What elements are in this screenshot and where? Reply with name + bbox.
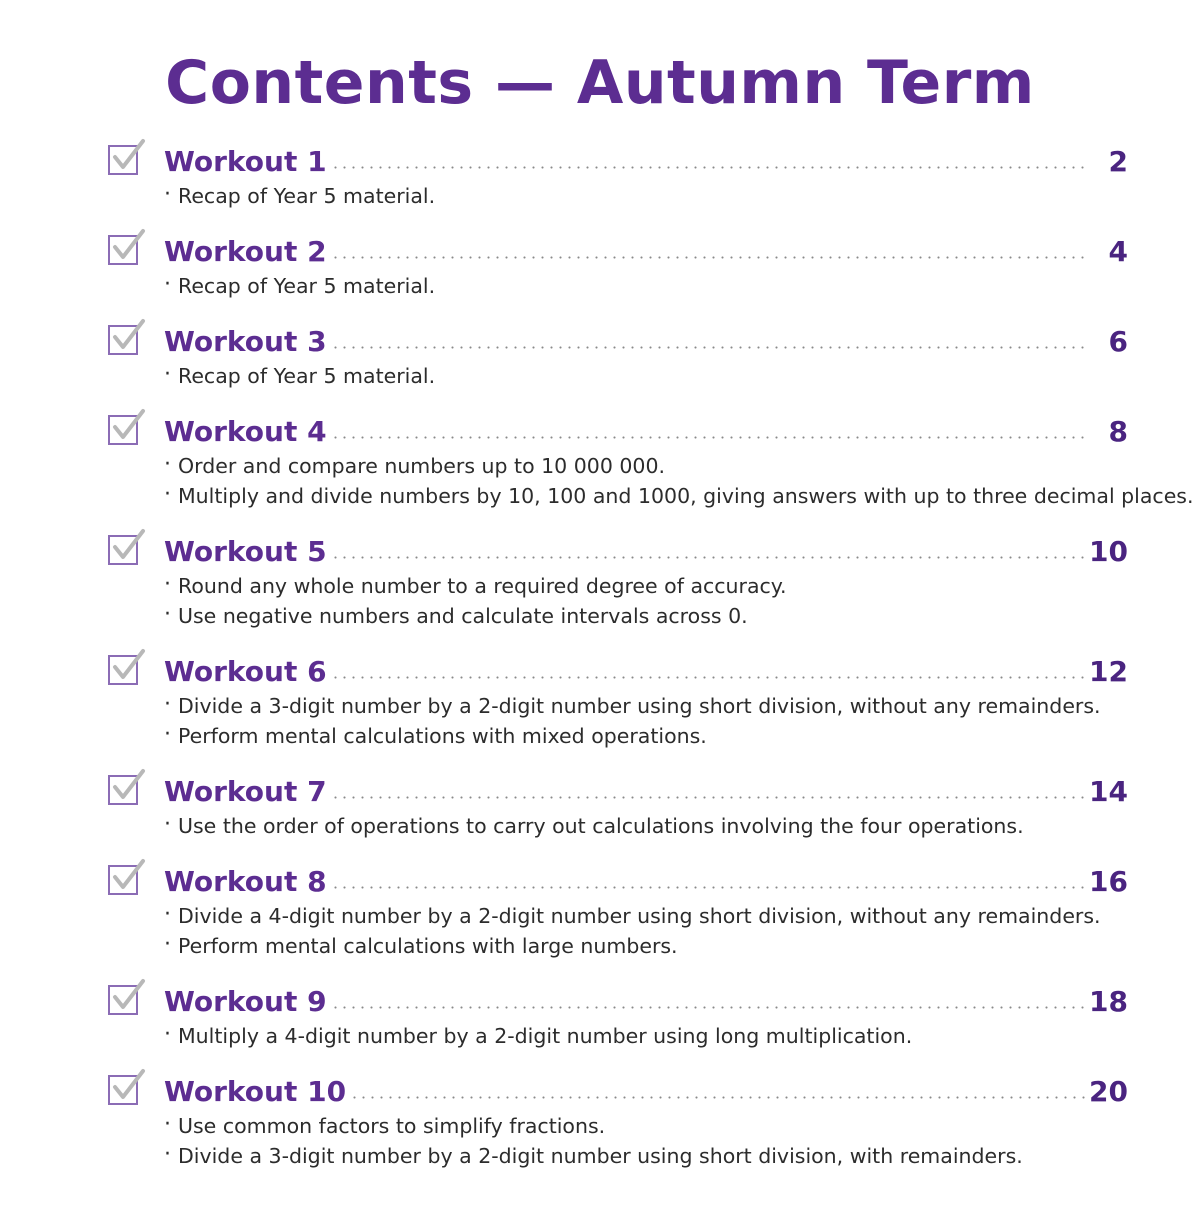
objective-bullet: · Perform mental calculations with large numbers. [164, 931, 1128, 961]
dot-leader [331, 871, 1085, 893]
toc-entry-objectives [108, 901, 1128, 961]
toc-entry-header[interactable] [108, 865, 1128, 897]
toc-page-number: 6 [1108, 325, 1128, 358]
objective-bullet: · Divide a 3-digit number by a 2-digit number using short division, with remainders. [164, 1141, 1128, 1171]
objective-bullet: · Round any whole number to a required degree of accuracy. [164, 571, 1128, 601]
toc-entry-header[interactable] [108, 235, 1128, 267]
toc-page-number: 18 [1089, 985, 1128, 1018]
toc-entry [108, 775, 1128, 841]
toc-entry [108, 145, 1128, 211]
toc-entry [108, 235, 1128, 301]
toc-page-number: 4 [1108, 235, 1128, 268]
toc-page-number: 8 [1108, 415, 1128, 448]
toc-entry-header[interactable] [108, 655, 1128, 687]
toc-page-number: 10 [1089, 535, 1128, 568]
dot-leader [331, 661, 1085, 683]
toc-entry-objectives [108, 361, 1128, 391]
toc-entry [108, 535, 1128, 631]
objective-bullet: · Use common factors to simplify fractions. [164, 1111, 1128, 1141]
toc-entry-objectives [108, 1021, 1128, 1051]
toc-entry [108, 325, 1128, 391]
toc-entry-title: Workout 3 [164, 325, 327, 358]
toc-entry-objectives [108, 451, 1194, 511]
toc-entry-header[interactable] [108, 775, 1128, 807]
dot-leader [350, 1081, 1085, 1103]
toc-entry-header[interactable] [108, 535, 1128, 567]
objective-bullet: · Order and compare numbers up to 10 000 000. [164, 451, 1128, 481]
checked-checkbox-icon[interactable] [108, 655, 138, 685]
checked-checkbox-icon[interactable] [108, 325, 138, 355]
toc-entry [108, 655, 1128, 751]
checked-checkbox-icon[interactable] [108, 865, 138, 895]
checked-checkbox-icon[interactable] [108, 535, 138, 565]
toc-entry-title: Workout 4 [164, 415, 327, 448]
toc-entry-objectives [108, 571, 1128, 631]
toc-page-number: 16 [1089, 865, 1128, 898]
toc-entry-title: Workout 6 [164, 655, 327, 688]
toc-page-number: 2 [1108, 145, 1128, 178]
toc-entry-title: Workout 5 [164, 535, 327, 568]
toc-page-number: 12 [1089, 655, 1128, 688]
objective-bullet: · Recap of Year 5 material. [164, 361, 1128, 391]
toc-entry-header[interactable] [108, 1075, 1128, 1107]
checked-checkbox-icon[interactable] [108, 235, 138, 265]
checked-checkbox-icon[interactable] [108, 415, 138, 445]
dot-leader [331, 781, 1085, 803]
table-of-contents [108, 145, 1194, 1171]
toc-entry-title: Workout 8 [164, 865, 327, 898]
toc-entry-title: Workout 2 [164, 235, 327, 268]
objective-bullet: · Perform mental calculations with mixed operations. [164, 721, 1128, 751]
toc-page-number: 20 [1089, 1075, 1128, 1108]
objective-bullet: · Multiply a 4-digit number by a 2-digit number using long multiplication. [164, 1021, 1128, 1051]
dot-leader [331, 241, 1090, 263]
toc-entry-title: Workout 7 [164, 775, 327, 808]
toc-entry-header[interactable] [108, 145, 1128, 177]
objective-bullet: · Use the order of operations to carry out calculations involving the four operations. [164, 811, 1128, 841]
objective-bullet: · Recap of Year 5 material. [164, 181, 1128, 211]
dot-leader [331, 541, 1085, 563]
toc-entry [108, 865, 1128, 961]
toc-page-number: 14 [1089, 775, 1128, 808]
toc-entry-header[interactable] [108, 985, 1128, 1017]
toc-entry-header[interactable] [108, 415, 1128, 447]
toc-entry-objectives [108, 811, 1128, 841]
toc-entry-header[interactable] [108, 325, 1128, 357]
objective-bullet: · Divide a 4-digit number by a 2-digit number using short division, without any remainders. [164, 901, 1128, 931]
toc-entry-objectives [108, 691, 1128, 751]
toc-entry-title: Workout 10 [164, 1075, 347, 1108]
toc-entry [108, 985, 1128, 1051]
dot-leader [331, 151, 1090, 173]
checked-checkbox-icon[interactable] [108, 775, 138, 805]
objective-bullet: · Use negative numbers and calculate intervals across 0. [164, 601, 1128, 631]
dot-leader [331, 991, 1085, 1013]
toc-entry-objectives [108, 181, 1128, 211]
checked-checkbox-icon[interactable] [108, 985, 138, 1015]
checked-checkbox-icon[interactable] [108, 1075, 138, 1105]
objective-bullet: · Recap of Year 5 material. [164, 271, 1128, 301]
toc-entry-title: Workout 1 [164, 145, 327, 178]
toc-entry [108, 1075, 1128, 1171]
objective-bullet: · Divide a 3-digit number by a 2-digit number using short division, without any remainders. [164, 691, 1128, 721]
toc-entry [108, 415, 1194, 511]
toc-entry-objectives [108, 271, 1128, 301]
toc-entry-title: Workout 9 [164, 985, 327, 1018]
dot-leader [331, 331, 1090, 353]
checked-checkbox-icon[interactable] [108, 145, 138, 175]
dot-leader [331, 421, 1090, 443]
page-title: Contents — Autumn Term [165, 48, 1035, 118]
toc-entry-objectives [108, 1111, 1128, 1171]
objective-bullet: · Multiply and divide numbers by 10, 100 and 1000, giving answers with up to three decimal places. [164, 481, 1128, 511]
